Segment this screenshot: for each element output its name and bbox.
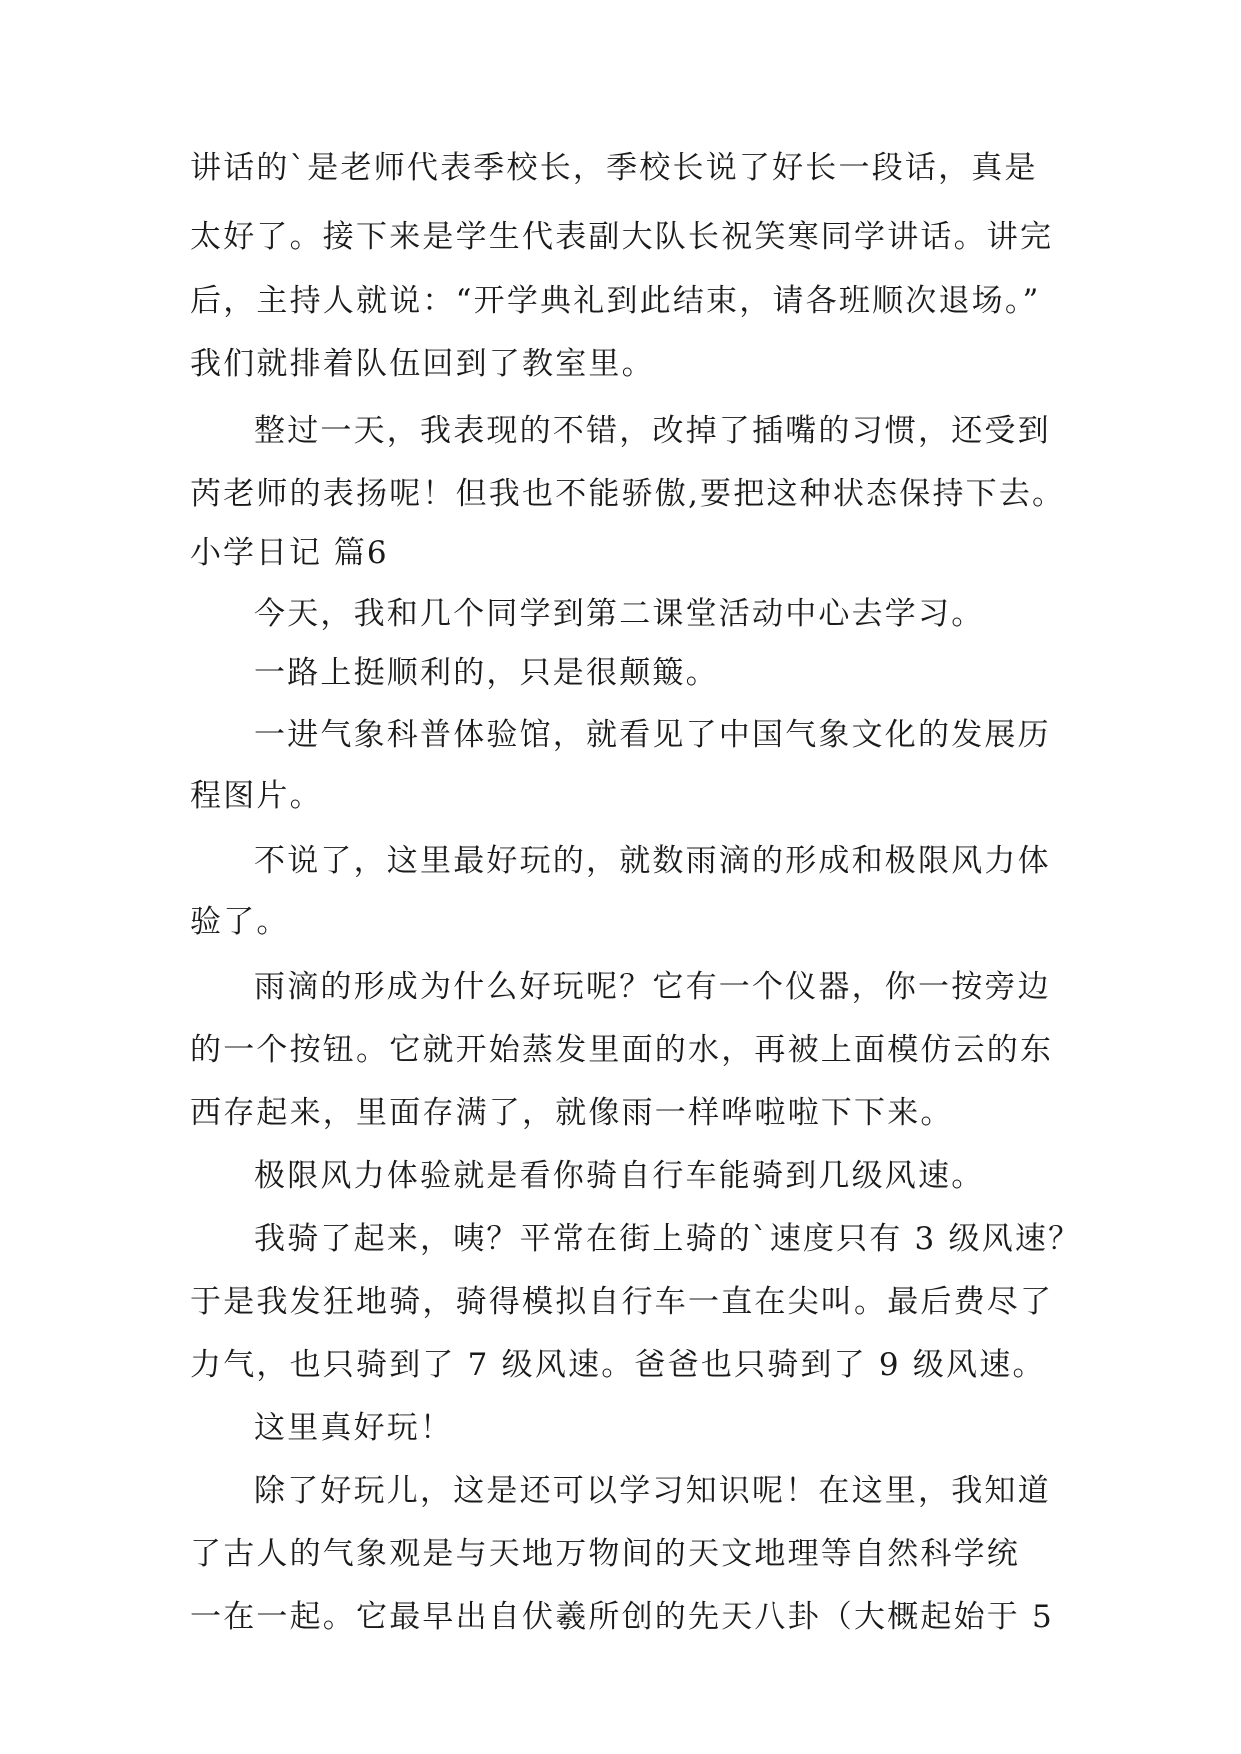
text-line: 讲话的`是老师代表季校长，季校长说了好长一段话，真是	[190, 150, 1038, 186]
paragraph-first-line: 这里真好玩！	[254, 1410, 454, 1446]
text-line: 芮老师的表扬呢！但我也不能骄傲,要把这种状态保持下去。	[190, 476, 1066, 512]
paragraph-first-line: 一进气象科普体验馆，就看见了中国气象文化的发展历	[254, 717, 1051, 753]
paragraph-first-line: 雨滴的形成为什么好玩呢？它有一个仪器，你一按旁边	[254, 969, 1051, 1005]
text-line: 验了。	[190, 904, 290, 940]
text-line: 的一个按钮。它就开始蒸发里面的水，再被上面模仿云的东	[190, 1032, 1054, 1068]
text-line: 太好了。接下来是学生代表副大队长祝笑寒同学讲话。讲完	[190, 219, 1054, 255]
text-line: 了古人的气象观是与天地万物间的天文地理等自然科学统	[190, 1536, 1020, 1572]
paragraph-first-line: 一路上挺顺利的，只是很颠簸。	[254, 655, 719, 691]
text-line: 一在一起。它最早出自伏羲所创的先天八卦（大概起始于 5	[190, 1599, 1054, 1635]
text-line: 力气，也只骑到了 7 级风速。爸爸也只骑到了 9 级风速。	[190, 1347, 1046, 1383]
paragraph-first-line: 除了好玩儿，这是还可以学习知识呢！在这里，我知道	[254, 1473, 1051, 1509]
paragraph-first-line: 整过一天，我表现的不错，改掉了插嘴的习惯，还受到	[254, 413, 1051, 449]
paragraph-first-line: 今天，我和几个同学到第二课堂活动中心去学习。	[254, 596, 985, 632]
text-line: 程图片。	[190, 778, 323, 814]
paragraph-first-line: 不说了，这里最好玩的，就数雨滴的形成和极限风力体	[254, 843, 1051, 879]
text-line: 于是我发狂地骑，骑得模拟自行车一直在尖叫。最后费尽了	[190, 1284, 1054, 1320]
paragraph-first-line: 我骑了起来，咦？平常在街上骑的`速度只有 3 级风速？	[254, 1221, 1082, 1257]
text-line: 后，主持人就说：“开学典礼到此结束，请各班顺次退场。”	[190, 283, 1041, 319]
text-line: 我们就排着队伍回到了教室里。	[190, 346, 655, 382]
paragraph-first-line: 极限风力体验就是看你骑自行车能骑到几级风速。	[254, 1158, 985, 1194]
section-heading: 小学日记 篇6	[190, 535, 389, 571]
text-line: 西存起来，里面存满了，就像雨一样哗啦啦下下来。	[190, 1095, 954, 1131]
